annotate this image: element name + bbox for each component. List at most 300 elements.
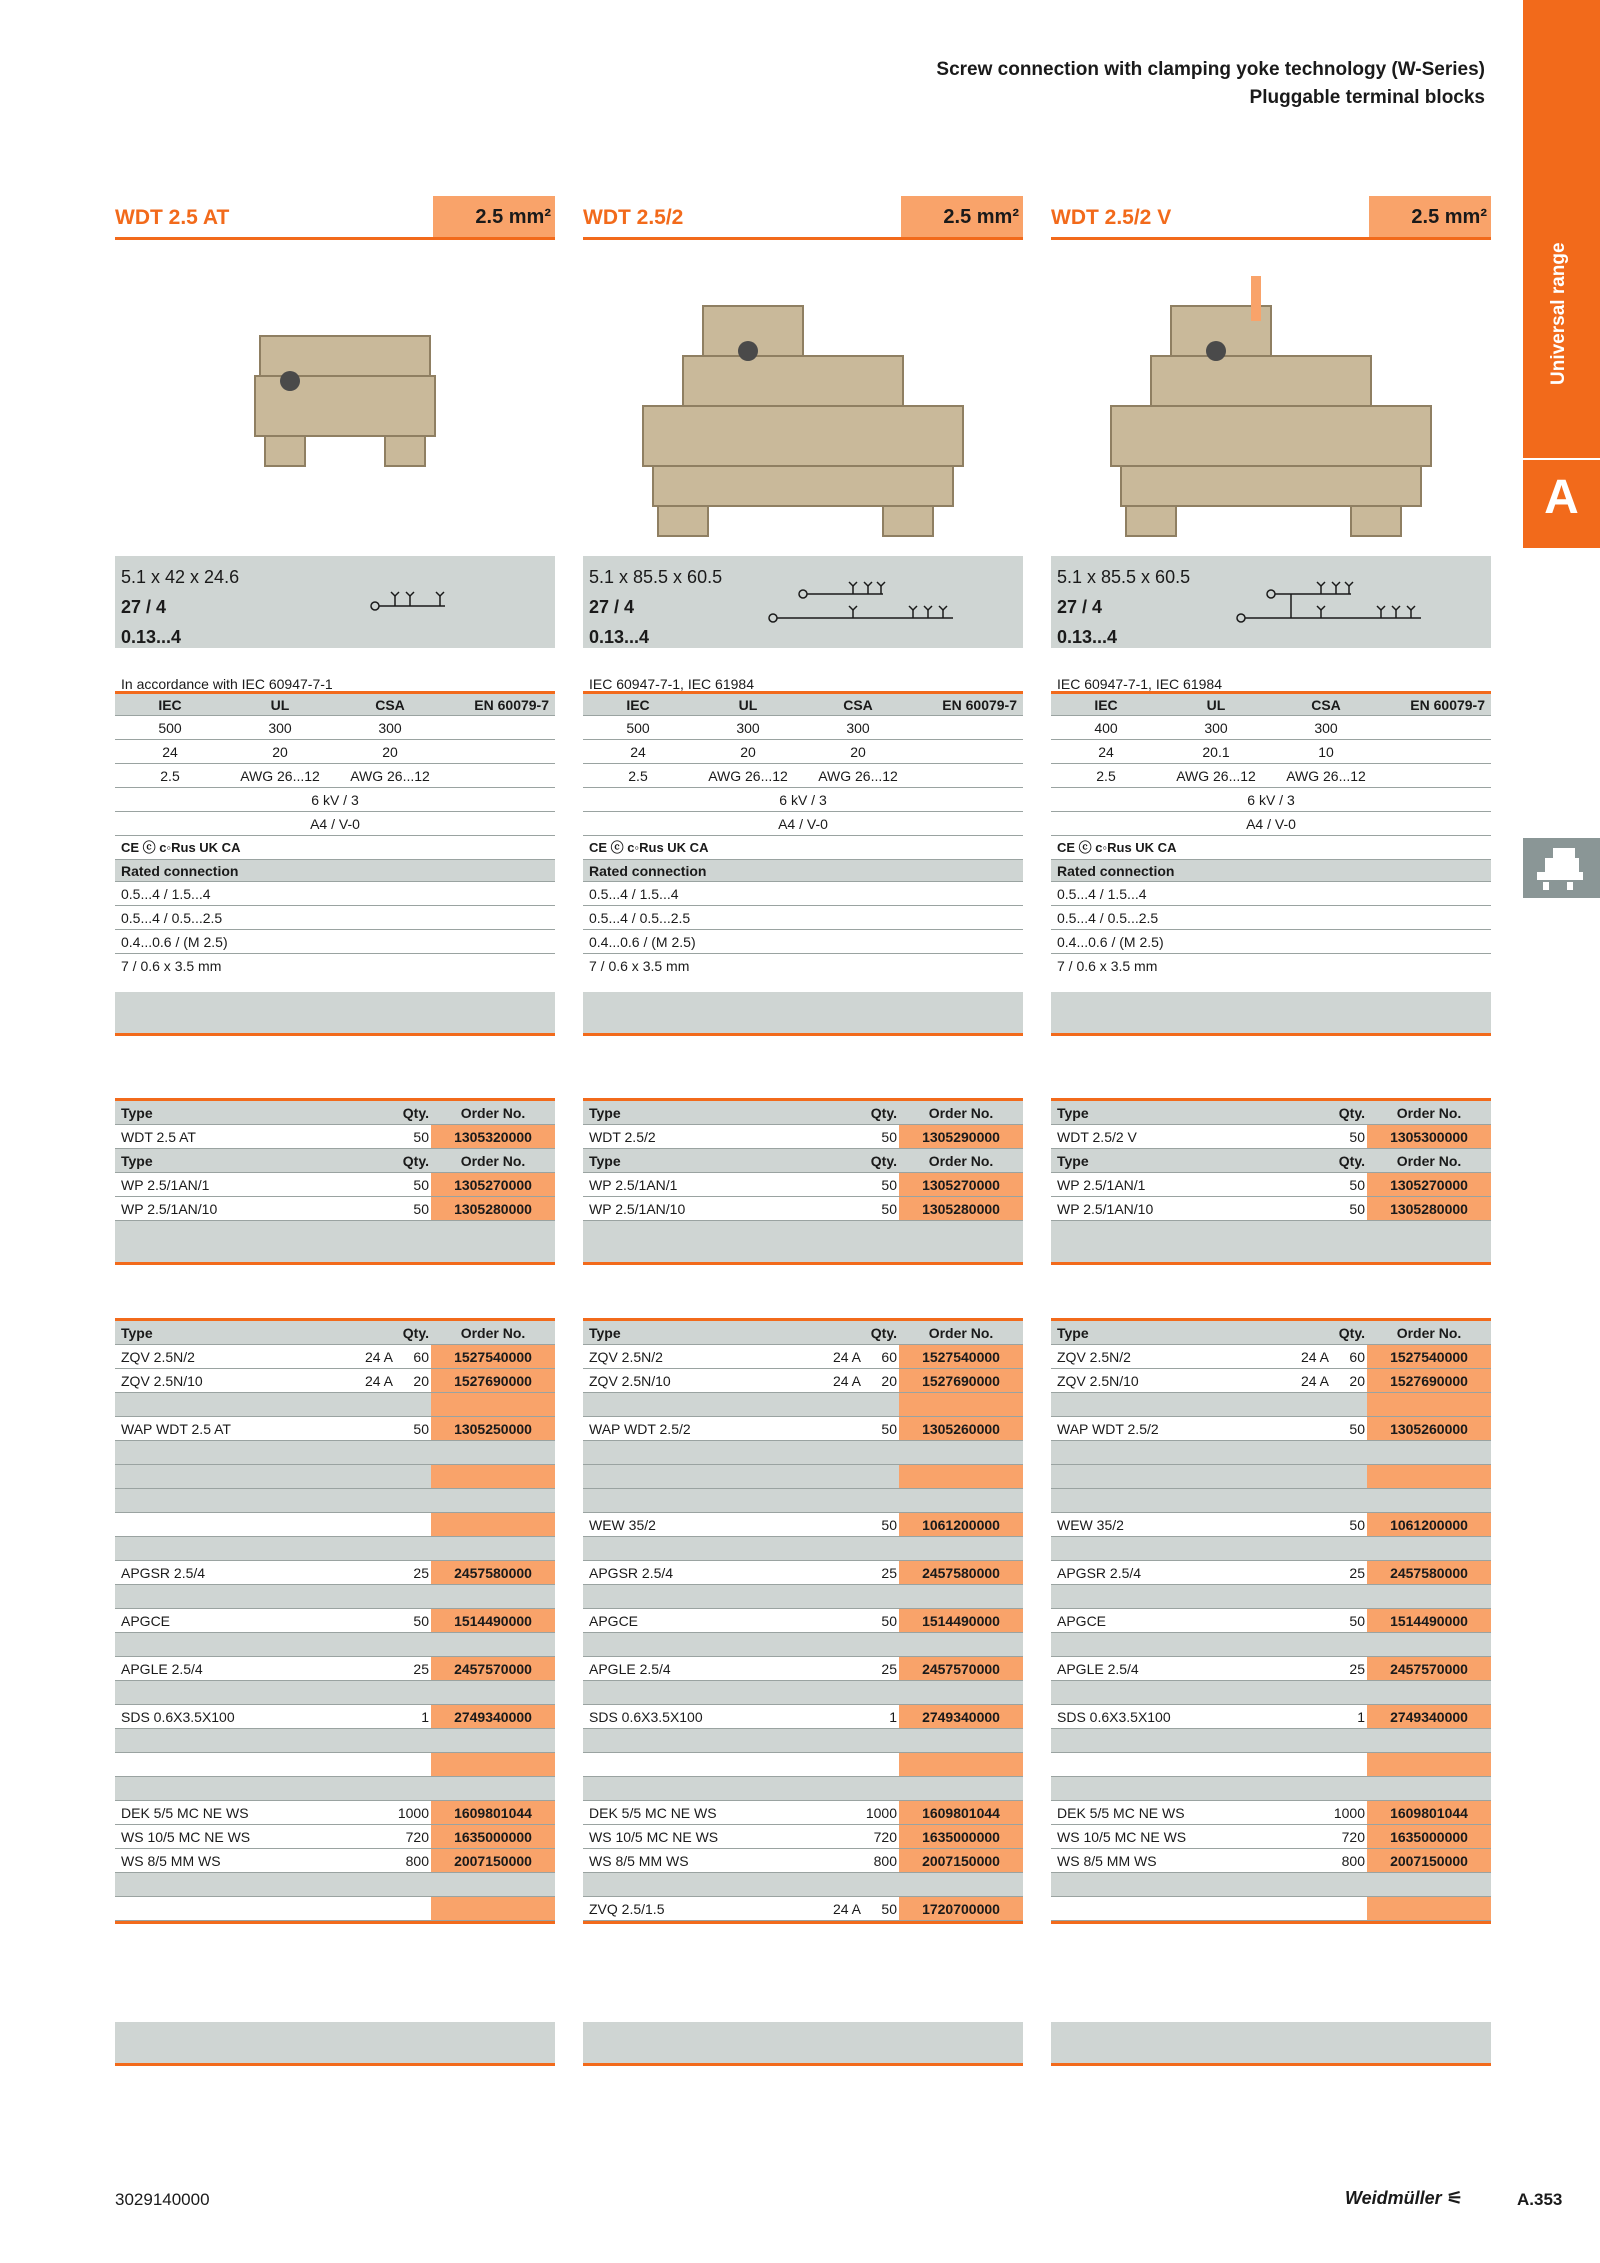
order-no-heading: Order No. — [1396, 1105, 1462, 1121]
order-table — [1051, 1318, 1491, 1924]
type-name: APGSR 2.5/4 — [589, 1565, 674, 1581]
flammability-rating: A4 / V-0 — [310, 816, 360, 832]
rated-connection-heading: Rated connection — [583, 860, 1023, 882]
rating-cell: 300 — [736, 720, 760, 736]
order-number-cell — [899, 1753, 1023, 1776]
rating-cell: 20 — [850, 744, 866, 760]
order-row — [115, 1465, 555, 1489]
type-name: WS 10/5 MC NE WS — [1057, 1829, 1187, 1845]
order-number-cell — [1367, 1393, 1491, 1416]
rating-row — [1051, 788, 1491, 812]
type-name: APGCE — [589, 1613, 639, 1629]
rating-row — [115, 716, 555, 740]
order-row — [115, 1681, 555, 1705]
order-row[interactable] — [1051, 1609, 1491, 1633]
quantity: 25 — [1349, 1661, 1365, 1677]
order-number-cell — [431, 1633, 555, 1656]
type-name: WAP WDT 2.5/2 — [589, 1421, 691, 1437]
rated-connection-value: 0.5...4 / 0.5...2.5 — [583, 906, 1023, 930]
section-end-bar — [583, 992, 1023, 1036]
approval-header — [583, 694, 1023, 716]
order-number-cell — [1367, 1681, 1491, 1704]
rating-row — [1051, 716, 1491, 740]
dimensions: 5.1 x 85.5 x 60.5 — [1057, 567, 1191, 587]
order-row[interactable] — [1051, 1657, 1491, 1681]
rating-cell: 2.5 — [160, 768, 180, 784]
order-row[interactable] — [1051, 1825, 1491, 1849]
quantity: 50 — [1349, 1177, 1365, 1193]
cross-section-badge: 2.5 mm² — [901, 196, 1023, 240]
quantity: 50 — [413, 1613, 429, 1629]
quantity: 720 — [873, 1829, 897, 1845]
order-row[interactable] — [583, 1417, 1023, 1441]
order-number-cell — [431, 1777, 555, 1800]
order-row — [1051, 1585, 1491, 1609]
quantity: 50 — [1349, 1613, 1365, 1629]
product-title-bar — [583, 196, 1023, 240]
type-name: WS 10/5 MC NE WS — [589, 1829, 719, 1845]
order-number-cell — [1367, 1585, 1491, 1608]
quantity: 1 — [421, 1709, 429, 1725]
order-number-cell — [1367, 1753, 1491, 1776]
quantity: 50 — [1349, 1517, 1365, 1533]
quantity: 50 — [881, 1177, 897, 1193]
order-number: 1305270000 — [899, 1173, 1023, 1196]
qty-heading: Qty. — [870, 1325, 897, 1341]
order-number: 1527540000 — [431, 1345, 555, 1368]
quantity: 50 — [881, 1201, 897, 1217]
type-name: WDT 2.5/2 — [589, 1129, 656, 1145]
rating-cell — [1381, 764, 1491, 787]
order-number: 2007150000 — [1367, 1849, 1491, 1872]
quantity: 20 — [1349, 1373, 1365, 1389]
order-row[interactable] — [1051, 1417, 1491, 1441]
title-rule — [1051, 237, 1491, 240]
order-number: 1527690000 — [431, 1369, 555, 1392]
order-row[interactable] — [115, 1801, 555, 1825]
order-number: 1527690000 — [1367, 1369, 1491, 1392]
order-number-cell — [431, 1537, 555, 1560]
order-row — [115, 1489, 555, 1513]
order-number: 2749340000 — [1367, 1705, 1491, 1728]
order-number: 2007150000 — [431, 1849, 555, 1872]
type-name: WP 2.5/1AN/1 — [589, 1177, 678, 1193]
order-row[interactable] — [115, 1849, 555, 1873]
order-number-cell — [1367, 1465, 1491, 1488]
order-number-cell — [1367, 1729, 1491, 1752]
order-number-cell — [1367, 1897, 1491, 1920]
order-row — [583, 1441, 1023, 1465]
dimension-box — [115, 556, 555, 648]
order-number: 2749340000 — [431, 1705, 555, 1728]
rating-row — [115, 788, 555, 812]
order-row — [115, 1873, 555, 1897]
order-number: 2457570000 — [1367, 1657, 1491, 1680]
quantity: 25 — [881, 1661, 897, 1677]
order-number-cell — [899, 1465, 1023, 1488]
title-rule — [115, 237, 555, 240]
order-row[interactable] — [1051, 1369, 1491, 1393]
spacer — [1051, 978, 1491, 992]
product-title-bar — [1051, 196, 1491, 240]
rating-row — [1051, 740, 1491, 764]
approval-heading: EN 60079-7 — [942, 697, 1017, 713]
order-number-cell — [1367, 1489, 1491, 1512]
order-table — [1051, 1098, 1491, 1265]
technical-data — [115, 674, 555, 1036]
type-heading: Type — [1057, 1153, 1089, 1169]
rating-cell: 24 — [1098, 744, 1114, 760]
order-number-cell — [899, 1585, 1023, 1608]
qty-heading: Qty. — [402, 1325, 429, 1341]
type-name: DEK 5/5 MC NE WS — [589, 1805, 717, 1821]
order-number: 1609801044 — [431, 1801, 555, 1824]
order-number: 1305280000 — [899, 1197, 1023, 1220]
rating-cell — [445, 764, 555, 787]
quantity: 50 — [413, 1201, 429, 1217]
order-row — [115, 1537, 555, 1561]
rated-connection-heading: Rated connection — [1051, 860, 1491, 882]
order-row — [115, 1897, 555, 1921]
order-table-header — [115, 1101, 555, 1125]
rated-connection-value: 7 / 0.6 x 3.5 mm — [1057, 958, 1158, 974]
order-row — [1051, 1729, 1491, 1753]
type-name: DEK 5/5 MC NE WS — [1057, 1805, 1185, 1821]
product-image-area — [1051, 256, 1491, 556]
quantity: 25 — [413, 1661, 429, 1677]
type-name: DEK 5/5 MC NE WS — [121, 1805, 249, 1821]
rating-cell: AWG 26...12 — [708, 768, 788, 784]
standard-reference: In accordance with IEC 60947-7-1 — [115, 674, 555, 694]
rating-cell: AWG 26...12 — [240, 768, 320, 784]
order-row[interactable] — [1051, 1705, 1491, 1729]
cross-section-badge: 2.5 mm² — [433, 196, 555, 240]
order-table-header — [583, 1321, 1023, 1345]
order-row — [583, 1585, 1023, 1609]
spacer — [583, 978, 1023, 992]
current-rating: 24 A — [832, 1373, 861, 1389]
rating-cell — [445, 740, 555, 763]
quantity: 50 — [881, 1421, 897, 1437]
approval-header — [115, 694, 555, 716]
quantity: 50 — [881, 1129, 897, 1145]
type-name: WP 2.5/1AN/1 — [121, 1177, 210, 1193]
order-row — [115, 1393, 555, 1417]
approval-heading: IEC — [158, 697, 182, 713]
rating-row — [1051, 764, 1491, 788]
order-number: 2457580000 — [1367, 1561, 1491, 1584]
type-name: WAP WDT 2.5 AT — [121, 1421, 231, 1437]
type-heading: Type — [589, 1153, 621, 1169]
rated-connection-heading: Rated connection — [115, 860, 555, 882]
order-number: 1527540000 — [899, 1345, 1023, 1368]
order-row — [583, 1489, 1023, 1513]
qty-heading: Qty. — [1338, 1105, 1365, 1121]
rating-cell: 500 — [626, 720, 650, 736]
type-name: WS 8/5 MM WS — [1057, 1853, 1157, 1869]
quantity: 50 — [881, 1517, 897, 1533]
quantity: 50 — [1349, 1201, 1365, 1217]
approval-header — [1051, 694, 1491, 716]
order-table-header — [583, 1149, 1023, 1173]
order-number-cell — [899, 1633, 1023, 1656]
rating-row — [1051, 812, 1491, 836]
brand-logo: Weidmüller ⚟ — [1345, 2188, 1463, 2208]
order-row — [1051, 1633, 1491, 1657]
order-number: 1061200000 — [899, 1513, 1023, 1536]
rating-cell: 400 — [1094, 720, 1118, 736]
order-number-cell — [899, 1729, 1023, 1752]
order-no-heading: Order No. — [928, 1105, 994, 1121]
product-column — [1051, 196, 1491, 1869]
order-number: 1609801044 — [899, 1801, 1023, 1824]
order-row — [1051, 1489, 1491, 1513]
order-number: 1720700000 — [899, 1897, 1023, 1920]
rating-row — [583, 788, 1023, 812]
section-end-bar — [1051, 1921, 1491, 1924]
order-row[interactable] — [583, 1125, 1023, 1149]
certification-marks: CE ⓒ c◦Rus UK CA — [115, 836, 555, 860]
section-end-bar — [583, 1921, 1023, 1924]
order-number-cell — [1367, 1777, 1491, 1800]
pitch-value: 27 / 4 — [121, 597, 167, 617]
rating-cell — [445, 716, 555, 739]
approval-heading: CSA — [1311, 697, 1341, 713]
rated-connection-value: 0.4...0.6 / (M 2.5) — [115, 930, 555, 954]
order-row[interactable] — [583, 1369, 1023, 1393]
order-number: 2749340000 — [899, 1705, 1023, 1728]
order-row[interactable] — [115, 1561, 555, 1585]
order-row — [1051, 1873, 1491, 1897]
order-number-cell — [431, 1681, 555, 1704]
rated-connection-value: 7 / 0.6 x 3.5 mm — [121, 958, 222, 974]
current-rating: 24 A — [1300, 1373, 1329, 1389]
order-row — [583, 1633, 1023, 1657]
order-row[interactable] — [1051, 1561, 1491, 1585]
product-column — [583, 196, 1023, 1917]
order-table-header — [115, 1321, 555, 1345]
order-number-cell — [899, 1441, 1023, 1464]
order-row[interactable] — [115, 1125, 555, 1149]
order-row[interactable] — [115, 1657, 555, 1681]
order-row[interactable] — [1051, 1801, 1491, 1825]
order-number-cell — [1367, 1873, 1491, 1896]
order-row[interactable] — [1051, 1849, 1491, 1873]
order-number: 1527540000 — [1367, 1345, 1491, 1368]
section-end-bar — [583, 1221, 1023, 1265]
order-number: 1061200000 — [1367, 1513, 1491, 1536]
standard-reference: IEC 60947-7-1, IEC 61984 — [1051, 674, 1491, 694]
rating-cell: 20 — [382, 744, 398, 760]
order-row — [115, 1633, 555, 1657]
rating-row — [115, 740, 555, 764]
order-row — [115, 1513, 555, 1537]
rating-cell — [913, 716, 1023, 739]
title-rule — [583, 237, 1023, 240]
order-row[interactable] — [1051, 1125, 1491, 1149]
rating-row — [583, 740, 1023, 764]
order-row[interactable] — [115, 1825, 555, 1849]
order-row[interactable] — [115, 1369, 555, 1393]
order-number-cell — [431, 1873, 555, 1896]
order-row[interactable] — [115, 1417, 555, 1441]
approval-heading: CSA — [843, 697, 873, 713]
type-heading: Type — [1057, 1325, 1089, 1341]
order-row — [1051, 1393, 1491, 1417]
rating-cell: AWG 26...12 — [1176, 768, 1256, 784]
order-row[interactable] — [115, 1609, 555, 1633]
pitch-value: 27 / 4 — [589, 597, 635, 617]
order-row[interactable] — [583, 1197, 1023, 1221]
order-row — [1051, 1777, 1491, 1801]
order-row[interactable] — [583, 1561, 1023, 1585]
order-number-cell — [431, 1465, 555, 1488]
quantity: 800 — [405, 1853, 429, 1869]
order-number: 1635000000 — [899, 1825, 1023, 1848]
technical-data — [1051, 674, 1491, 1036]
order-number: 1305260000 — [1367, 1417, 1491, 1440]
quantity: 60 — [1349, 1349, 1365, 1365]
order-number: 1305320000 — [431, 1125, 555, 1148]
type-name: WAP WDT 2.5/2 — [1057, 1421, 1159, 1437]
pitch-value: 27 / 4 — [1057, 597, 1103, 617]
order-row[interactable] — [583, 1849, 1023, 1873]
order-row[interactable] — [1051, 1513, 1491, 1537]
order-row — [1051, 1537, 1491, 1561]
flammability-rating: A4 / V-0 — [1246, 816, 1296, 832]
order-number: 1635000000 — [1367, 1825, 1491, 1848]
order-row[interactable] — [583, 1657, 1023, 1681]
circuit-symbol — [763, 578, 963, 628]
order-row[interactable] — [115, 1345, 555, 1369]
product-image — [1051, 256, 1491, 556]
order-table-header — [1051, 1321, 1491, 1345]
quantity: 20 — [413, 1373, 429, 1389]
header-line-1: Screw connection with clamping yoke technology (W-Series) — [936, 59, 1485, 80]
order-row[interactable] — [583, 1609, 1023, 1633]
rating-row — [583, 716, 1023, 740]
approval-heading: EN 60079-7 — [474, 697, 549, 713]
type-name: WP 2.5/1AN/10 — [589, 1201, 686, 1217]
approval-heading: UL — [270, 697, 290, 713]
circuit-symbol — [1231, 578, 1431, 628]
order-row — [115, 1585, 555, 1609]
order-table-header — [115, 1149, 555, 1173]
order-number-cell — [431, 1441, 555, 1464]
order-row[interactable] — [583, 1173, 1023, 1197]
order-row[interactable] — [115, 1197, 555, 1221]
rating-cell: 24 — [630, 744, 646, 760]
order-row[interactable] — [583, 1825, 1023, 1849]
order-no-heading: Order No. — [928, 1153, 994, 1169]
type-name: ZQV 2.5N/2 — [589, 1349, 663, 1365]
rating-cell — [1381, 716, 1491, 739]
quantity: 720 — [405, 1829, 429, 1845]
order-number-cell — [1367, 1537, 1491, 1560]
rating-cell — [913, 764, 1023, 787]
type-name: SDS 0.6X3.5X100 — [589, 1709, 703, 1725]
qty-heading: Qty. — [1338, 1325, 1365, 1341]
order-row[interactable] — [1051, 1173, 1491, 1197]
type-name: WEW 35/2 — [1057, 1517, 1124, 1533]
order-number: 2007150000 — [899, 1849, 1023, 1872]
type-name: SDS 0.6X3.5X100 — [121, 1709, 235, 1725]
section-end-bar — [115, 1221, 555, 1265]
order-number: 1305270000 — [431, 1173, 555, 1196]
order-row[interactable] — [115, 1705, 555, 1729]
clamping-range: 0.13...4 — [121, 627, 182, 647]
order-number-cell — [899, 1537, 1023, 1560]
circuit-symbol — [295, 578, 495, 628]
insulation-rating: 6 kV / 3 — [1247, 792, 1295, 808]
order-number: 1305290000 — [899, 1125, 1023, 1148]
order-no-heading: Order No. — [460, 1153, 526, 1169]
order-row — [1051, 1681, 1491, 1705]
order-row[interactable] — [583, 1801, 1023, 1825]
order-row[interactable] — [583, 1897, 1023, 1921]
order-row[interactable] — [1051, 1197, 1491, 1221]
product-image-area — [583, 256, 1023, 556]
qty-heading: Qty. — [870, 1153, 897, 1169]
flammability-rating: A4 / V-0 — [778, 816, 828, 832]
insulation-rating: 6 kV / 3 — [779, 792, 827, 808]
order-number-cell — [899, 1873, 1023, 1896]
order-row[interactable] — [583, 1705, 1023, 1729]
spacer — [115, 978, 555, 992]
rating-cell — [1381, 740, 1491, 763]
approval-heading: CSA — [375, 697, 405, 713]
approval-heading: IEC — [1094, 697, 1118, 713]
order-number: 1305250000 — [431, 1417, 555, 1440]
order-row — [115, 1441, 555, 1465]
product-image-area — [115, 256, 555, 556]
product-title-bar — [115, 196, 555, 240]
order-number: 1305270000 — [1367, 1173, 1491, 1196]
rating-cell: AWG 26...12 — [1286, 768, 1366, 784]
type-name: APGSR 2.5/4 — [1057, 1565, 1142, 1581]
order-row[interactable] — [1051, 1345, 1491, 1369]
rated-connection-value: 0.5...4 / 0.5...2.5 — [1051, 906, 1491, 930]
quantity: 50 — [1349, 1421, 1365, 1437]
section-end-bar — [115, 992, 555, 1036]
order-number-cell — [431, 1585, 555, 1608]
type-heading: Type — [121, 1105, 153, 1121]
quantity: 1000 — [1333, 1805, 1365, 1821]
order-row — [1051, 1441, 1491, 1465]
qty-heading: Qty. — [402, 1105, 429, 1121]
order-row — [115, 1777, 555, 1801]
product-image — [115, 256, 555, 556]
order-row[interactable] — [115, 1173, 555, 1197]
order-number: 1305280000 — [1367, 1197, 1491, 1220]
order-row[interactable] — [583, 1345, 1023, 1369]
order-row — [583, 1681, 1023, 1705]
quantity: 1000 — [865, 1805, 897, 1821]
rating-cell: 20 — [272, 744, 288, 760]
insulation-rating: 6 kV / 3 — [311, 792, 359, 808]
quantity: 1 — [1357, 1709, 1365, 1725]
order-row — [583, 1729, 1023, 1753]
quantity: 50 — [1349, 1129, 1365, 1145]
type-name: ZQV 2.5N/10 — [1057, 1373, 1139, 1389]
type-name: ZQV 2.5N/10 — [589, 1373, 671, 1389]
approval-heading: EN 60079-7 — [1410, 697, 1485, 713]
product-name: WDT 2.5/2 V — [1051, 206, 1172, 229]
dimensions: 5.1 x 42 x 24.6 — [121, 567, 240, 587]
approval-heading: IEC — [626, 697, 650, 713]
order-row[interactable] — [583, 1513, 1023, 1537]
order-row — [583, 1753, 1023, 1777]
